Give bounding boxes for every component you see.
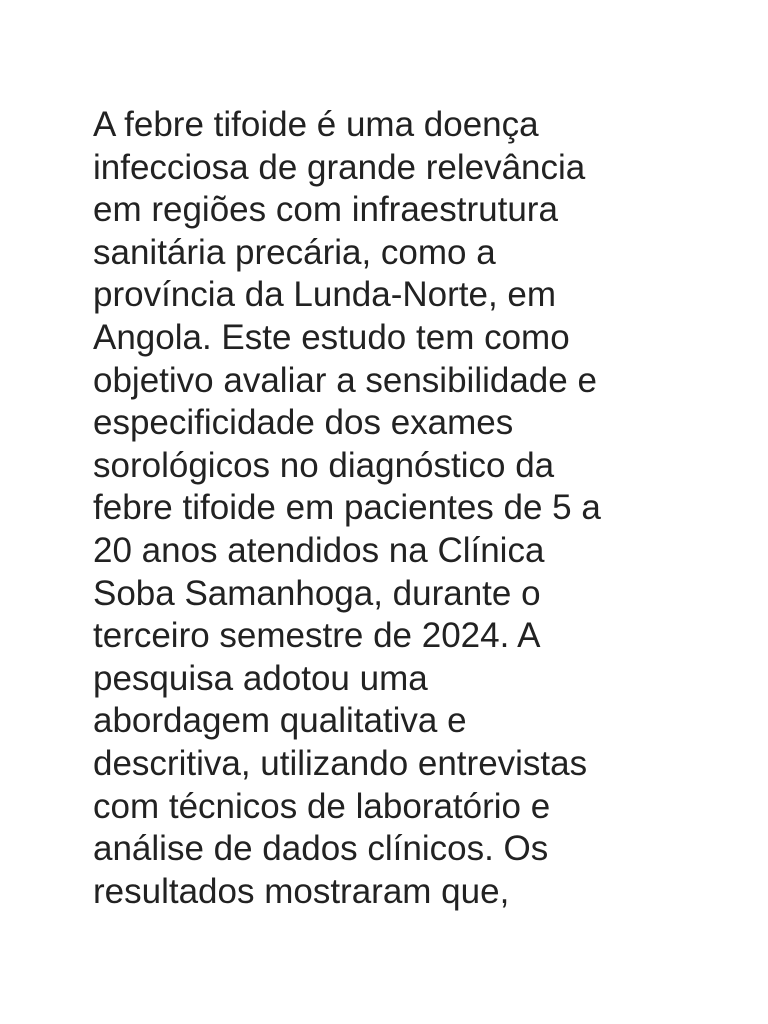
text-line: 20 anos atendidos na Clínica (93, 530, 545, 570)
text-line: resultados mostraram que, (93, 871, 510, 911)
text-line: Angola. Este estudo tem como (93, 317, 570, 357)
text-line: sorológicos no diagnóstico da (93, 445, 555, 485)
text-line: sanitária precária, como a (93, 232, 496, 272)
text-line: pesquisa adotou uma (93, 658, 428, 698)
text-line: infecciosa de grande relevância (93, 147, 586, 187)
text-line: terceiro semestre de 2024. A (93, 616, 541, 656)
text-line: Soba Samanhoga, durante o (93, 573, 541, 613)
text-line: especificidade dos exames (93, 403, 514, 443)
text-line: com técnicos de laboratório e (93, 786, 551, 826)
text-line: A febre tifoide é uma doença (93, 105, 539, 144)
abstract-paragraph (93, 104, 693, 913)
text-line: análise de dados clínicos. Os (93, 829, 549, 869)
text-line: febre tifoide em pacientes de 5 a (93, 488, 601, 528)
text-line: descritiva, utilizando entrevistas (93, 743, 588, 783)
text-line: província da Lunda-Norte, em (93, 275, 557, 315)
text-line: em regiões com infraestrutura (93, 190, 558, 230)
text-line: abordagem qualitativa e (93, 701, 467, 741)
text-line: objetivo avaliar a sensibilidade e (93, 360, 597, 400)
